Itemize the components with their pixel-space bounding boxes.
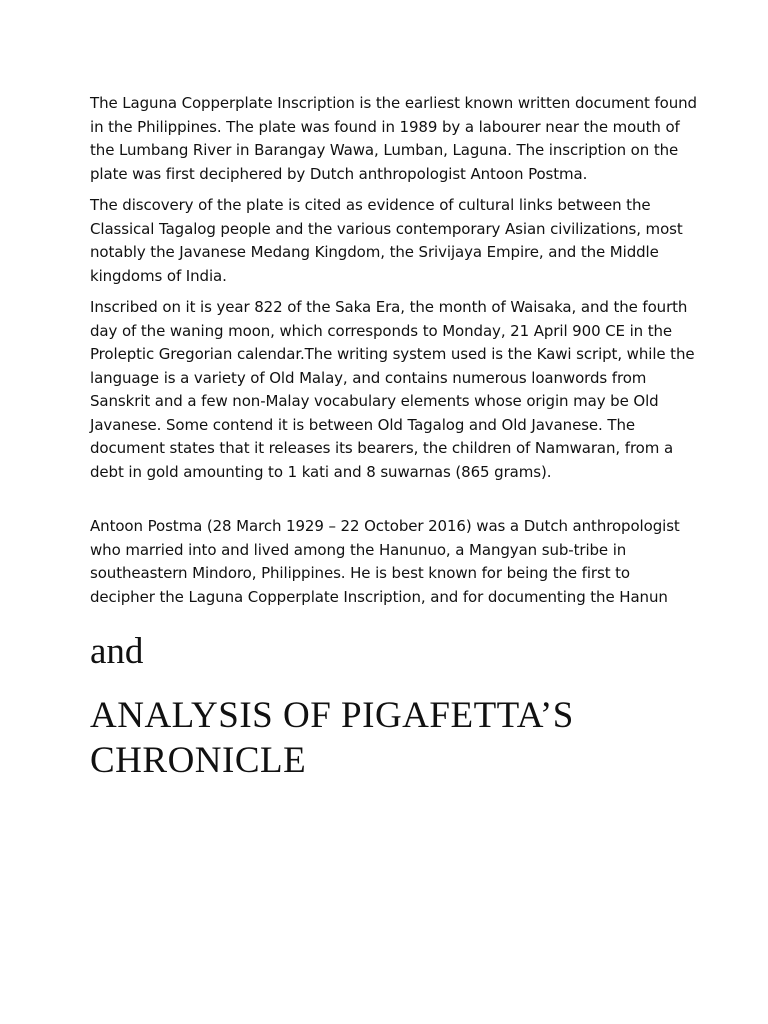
paragraph-antoon-postma: Antoon Postma (28 March 1929 – 22 October 2016) was a Dutch anthropologist who married into and lived among the Hanunuo, a Mangyan sub-tribe in southeastern Mindoro, Philippines. He is best known for being the first to decipher the Laguna Copperplate Inscription, and for documenting the Hanun	[90, 517, 680, 606]
paragraph-inscription-details: Inscribed on it is year 822 of the Saka Era, the month of Waisaka, and the fourth day of the waning moon, which corresponds to Monday, 21 April 900 CE in the Proleptic Gregorian calendar.The writing system used is the Kawi script, while the language is a variety of Old Malay, and contains numerous loanwords from Sanskrit and a few non-Malay vocabulary elements whose origin may be Old Javanese. Some contend it is between Old Tagalog and Old Javanese. The document states that it releases its bearers, the children of Namwaran, from a debt in gold amounting to 1 kati and 8 suwarnas (865 grams).	[90, 298, 695, 481]
section-heading: ANALYSIS OF PIGAFETTA’S CHRONICLE	[90, 695, 574, 781]
paragraph-laguna-copperplate: The Laguna Copperplate Inscription is the earliest known written document found in the Philippines. The plate was found in 1989 by a labourer near the mouth of the Lumbang River in Barangay Wawa, Lumban, Laguna. The inscription on the plate was first deciphered by Dutch anthropologist Antoon Postma.	[90, 94, 697, 183]
and-text: and	[90, 631, 144, 672]
paragraph-cultural-links: The discovery of the plate is cited as evidence of cultural links between the Classical Tagalog people and the various contemporary Asian civilizations, most notably the Javanese Medang Kingdom, the Srivijaya Empire, and the Middle kingdoms of India.	[90, 196, 683, 285]
